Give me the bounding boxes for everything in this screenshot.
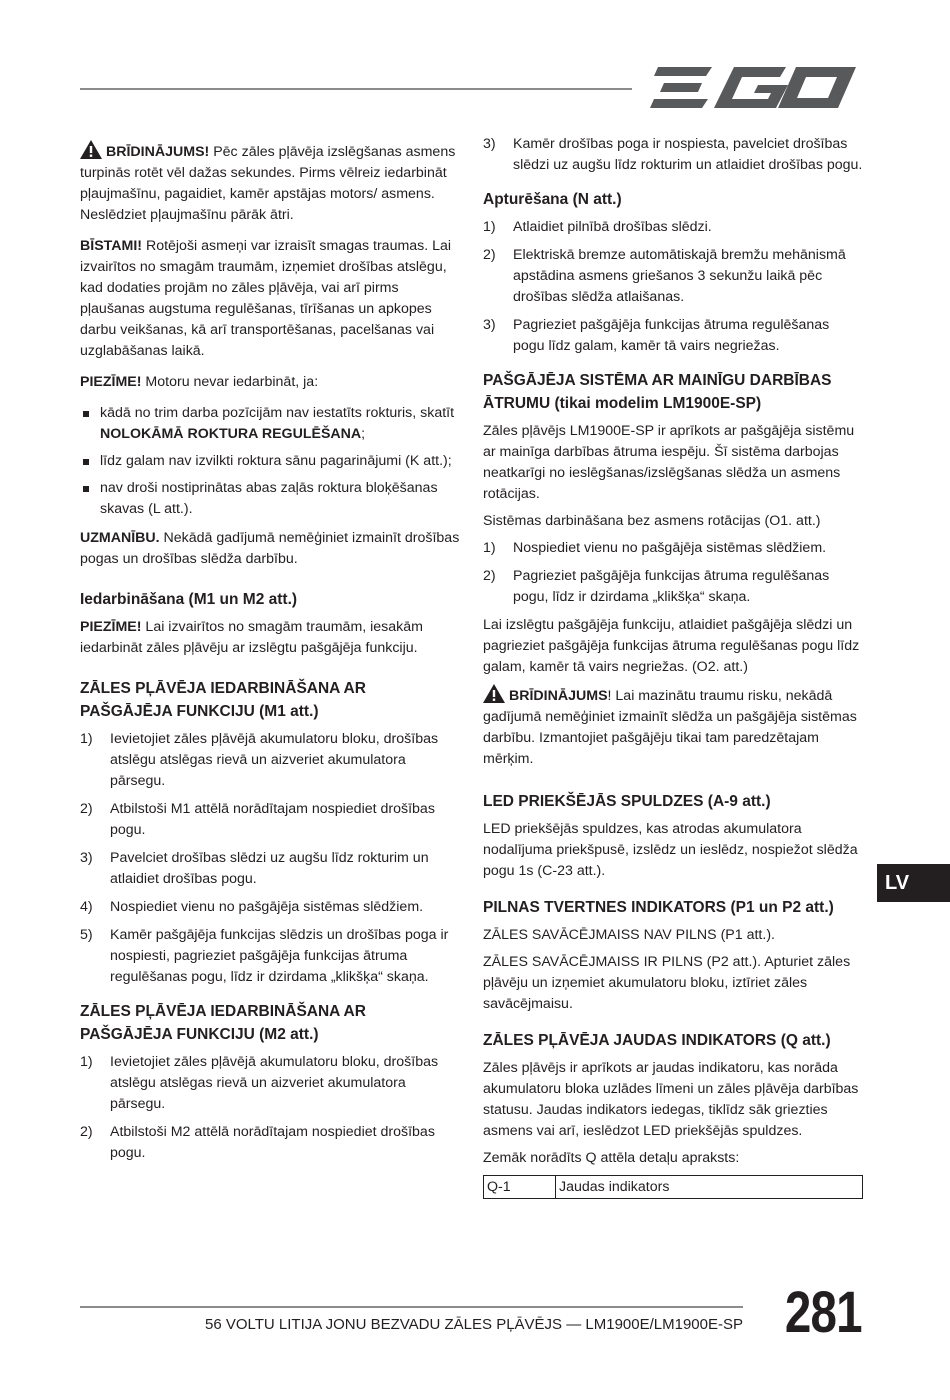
page-number: 281: [785, 1280, 862, 1345]
header-rule: [80, 88, 632, 90]
list-item: [80, 729, 462, 792]
step-number: 5): [80, 927, 93, 943]
warning-label: BRĪDINĀJUMS: [509, 688, 608, 704]
step-number: 1): [80, 731, 93, 747]
note-paragraph: [80, 617, 462, 659]
m2-steps: [80, 1052, 462, 1164]
list-item: nav droši nostiprinātas abas zaļās roktura bloķēšanas skavas (L att.).: [80, 478, 462, 520]
list-item: 3) Kamēr drošības poga ir nospiesta, pavelciet drošības slēdzi uz augšu līdz rokturim un atlaidiet drošības pogu.: [483, 136, 863, 173]
note-paragraph: [80, 372, 462, 393]
m1-heading: ZĀLES PĻĀVĒJA IEDARBINĀŠANA AR PAŠGĀJĒJA FUNKCIJU (M1 att.): [80, 680, 366, 720]
list-item: [483, 315, 863, 357]
led-heading: LED PRIEKŠĒJĀS SPULDZES (A-9 att.): [483, 793, 771, 810]
step-number: 1): [80, 1054, 93, 1070]
step-text: Pavelciet drošības slēdzi uz augšu līdz rokturim un atlaidiet drošības pogu.: [110, 850, 429, 887]
left-column: [80, 140, 462, 1172]
note-label: PIEZĪME!: [80, 619, 142, 635]
table-cell-code: Q-1: [484, 1176, 556, 1198]
step-text: Pagrieziet pašgājēja funkcijas ātruma regulēšanas pogu līdz galam, kamēr tā vairs negriežas.: [513, 317, 830, 354]
stopping-steps: [483, 217, 863, 357]
right-column: [483, 134, 863, 1199]
list-item: [80, 1122, 462, 1164]
caution-text: Nekādā gadījumā nemēģiniet izmainīt drošības pogas un drošības slēdža darbību.: [80, 530, 460, 567]
body-text: Sistēmas darbināšana bez asmens rotācijas (O1. att.): [483, 513, 821, 529]
self-propel-heading: PAŠGĀJĒJA SISTĒMA AR MAINĪGU DARBĪBAS ĀTRUMU (tikai modelim LM1900E-SP): [483, 372, 832, 412]
handle-adjust-ref: NOLOKĀMĀ ROKTURA REGULĒŠANA: [100, 426, 362, 442]
step-number: 2): [80, 1124, 93, 1140]
bin-heading: PILNAS TVERTNES INDIKATORS (P1 un P2 att.): [483, 899, 834, 916]
step-number: 1): [483, 219, 496, 235]
note-label: PIEZĪME!: [80, 374, 142, 390]
list-item: [80, 848, 462, 890]
danger-label: BĪSTAMI!: [80, 238, 142, 254]
parts-table: [483, 1175, 863, 1199]
list-item: [483, 245, 863, 308]
body-text: Zemāk norādīts Q attēla detaļu apraksts:: [483, 1150, 740, 1166]
list-item: kādā no trim darba pozīcijām nav iestatīts rokturis, skatīt NOLOKĀMĀ ROKTURA REGULĒŠANA;: [80, 403, 462, 445]
m2-heading: ZĀLES PĻĀVĒJA IEDARBINĀŠANA AR PAŠGĀJĒJA FUNKCIJU (M2 att.): [80, 1003, 366, 1043]
step-number: 3): [80, 850, 93, 866]
m2-steps-continued: [483, 134, 863, 176]
step-number: 2): [483, 568, 496, 584]
caution-label: UZMANĪBU.: [80, 530, 160, 546]
footer-rule: [80, 1306, 743, 1308]
self-propel-steps: [483, 538, 863, 608]
body-text: ZĀLES SAVĀCĒJMAISS IR PILNS (P2 att.). Apturiet zāles pļāvēju un izņemiet akumulatoru bloku, iztīriet zāles savācējmaisu.: [483, 954, 851, 1012]
warning-paragraph: [483, 684, 863, 770]
body-text: Lai izslēgtu pašgājēja funkciju, atlaidiet pašgājēja slēdzi un pagrieziet pašgājēja funkcijas ātruma regulēšanas pogu līdz galam, kamēr tā vairs negriežas. (O2. att.): [483, 617, 860, 675]
step-number: 2): [80, 801, 93, 817]
body-text: Zāles pļāvējs ir aprīkots ar jaudas indikatoru, kas norāda akumulatoru bloka uzlādes līmeni un zāles pļāvēja darbības statusu. Jaudas indikators iedegas, tiklīdz sāk griezties asmens vai arī, ieslēdzot LED priekšējās spuldzes.: [483, 1060, 859, 1139]
table-cell-description: Jaudas indikators: [559, 1179, 670, 1195]
footer-title: 56 VOLTU LITIJA JONU BEZVADU ZĀLES PĻĀVĒJS — LM1900E/LM1900E-SP: [205, 1316, 743, 1333]
list-item: [80, 799, 462, 841]
warning-paragraph: [80, 140, 462, 226]
body-text: ZĀLES SAVĀCĒJMAISS NAV PILNS (P1 att.).: [483, 927, 775, 943]
warning-text: ! Lai mazinātu traumu risku, nekādā gadījumā nemēģiniet izmainīt slēdža un pašgājēja sistēmas darbību. Izmantojiet pašgājēju tikai tam paredzētajam mērķim.: [483, 688, 857, 767]
step-number: 1): [483, 540, 496, 556]
note-text: Motoru nevar iedarbināt, ja:: [141, 374, 319, 390]
language-tab: LV: [877, 864, 950, 902]
list-item: [80, 925, 462, 988]
power-heading: ZĀLES PĻĀVĒJA JAUDAS INDIKATORS (Q att.): [483, 1032, 831, 1049]
step-text: Kamēr pašgājēja funkcijas slēdzis un drošības poga ir nospiesti, pagrieziet pašgājēja funkcijas ātruma regulēšanas pogu, līdz ir dzirdama „klikšķa“ skaņa.: [110, 927, 449, 985]
condition-list: [80, 403, 462, 520]
danger-text: Rotējoši asmeņi var izraisīt smagas traumas. Lai izvairītos no smagām traumām, izņemiet drošības atslēgu, kad dodaties projām no zāles pļāvēja, vai arī pirms pļaušanas augstuma regulēšanas, tīrīšanas un apkopes darbu veikšanas, kā arī transportēšanas, pacelšanas vai uzglabāšanas laikā.: [80, 238, 452, 359]
list-item: [483, 217, 863, 238]
stopping-heading: Apturēšana (N att.): [483, 191, 622, 208]
note-text: Lai izvairītos no smagām traumām, iesakām iedarbināt zāles pļāvēju ar izslēgtu pašgājēja funkciju.: [80, 619, 423, 656]
step-number: 4): [80, 899, 93, 915]
ego-logo: [650, 64, 862, 112]
body-text: Zāles pļāvējs LM1900E-SP ir aprīkots ar pašgājēja sistēmu ar mainīga darbības ātruma iespēju. Šī sistēma darbojas neatkarīgi no ieslēgšanas/izslēgšanas slēdža un asmens rotācijas.: [483, 423, 855, 502]
step-text: Nospiediet vienu no pašgājēja sistēmas slēdžiem.: [513, 540, 827, 556]
list-item: [483, 566, 863, 608]
list-item: [80, 897, 462, 918]
warning-label: BRĪDINĀJUMS!: [106, 144, 210, 160]
list-item: [483, 538, 863, 559]
step-text: Atbilstoši M2 attēlā norādītajam nospiediet drošības pogu.: [110, 1124, 435, 1161]
step-text: Elektriskā bremze automātiskajā bremžu mehānismā apstādina asmens griešanos 3 sekunžu laikā pēc drošības slēdža atlaišanas.: [513, 247, 846, 305]
step-text: Ievietojiet zāles pļāvējā akumulatoru bloku, drošības atslēgu atslēgas rievā un aizveriet akumulatora pārsegu.: [110, 1054, 439, 1112]
warning-icon: [80, 140, 102, 159]
step-text: Ievietojiet zāles pļāvējā akumulatoru bloku, drošības atslēgu atslēgas rievā un aizveriet akumulatora pārsegu.: [110, 731, 439, 789]
caution-paragraph: [80, 528, 462, 570]
warning-text: Pēc zāles pļāvēja izslēgšanas asmens turpinās rotēt vēl dažas sekundes. Pirms vēlreiz iedarbināt pļaujmašīnu, pagaidiet, kamēr apstājas motors/ asmens. Neslēdziet pļaujmašīnu pārāk ātri.: [80, 144, 456, 223]
step-number: 2): [483, 247, 496, 263]
danger-paragraph: [80, 236, 462, 362]
step-text: Pagrieziet pašgājēja funkcijas ātruma regulēšanas pogu, līdz ir dzirdama „klikšķa“ skaņa.: [513, 568, 830, 605]
list-item: [80, 1052, 462, 1115]
step-number: 3): [483, 317, 496, 333]
step-text: Atlaidiet pilnībā drošības slēdzi.: [513, 219, 712, 235]
step-text: Nospiediet vienu no pašgājēja sistēmas slēdžiem.: [110, 899, 424, 915]
warning-icon: [483, 684, 505, 703]
step-text: Atbilstoši M1 attēlā norādītajam nospiediet drošības pogu.: [110, 801, 435, 838]
list-item: līdz galam nav izvilkti roktura sānu pagarinājumi (K att.);: [80, 451, 462, 472]
starting-heading: Iedarbināšana (M1 un M2 att.): [80, 591, 298, 608]
body-text: LED priekšējās spuldzes, kas atrodas akumulatora nodalījuma priekšpusē, izslēdz un ieslēdz, nospiežot slēdža pogu 1s (C-23 att.).: [483, 821, 858, 879]
m1-steps: [80, 729, 462, 988]
